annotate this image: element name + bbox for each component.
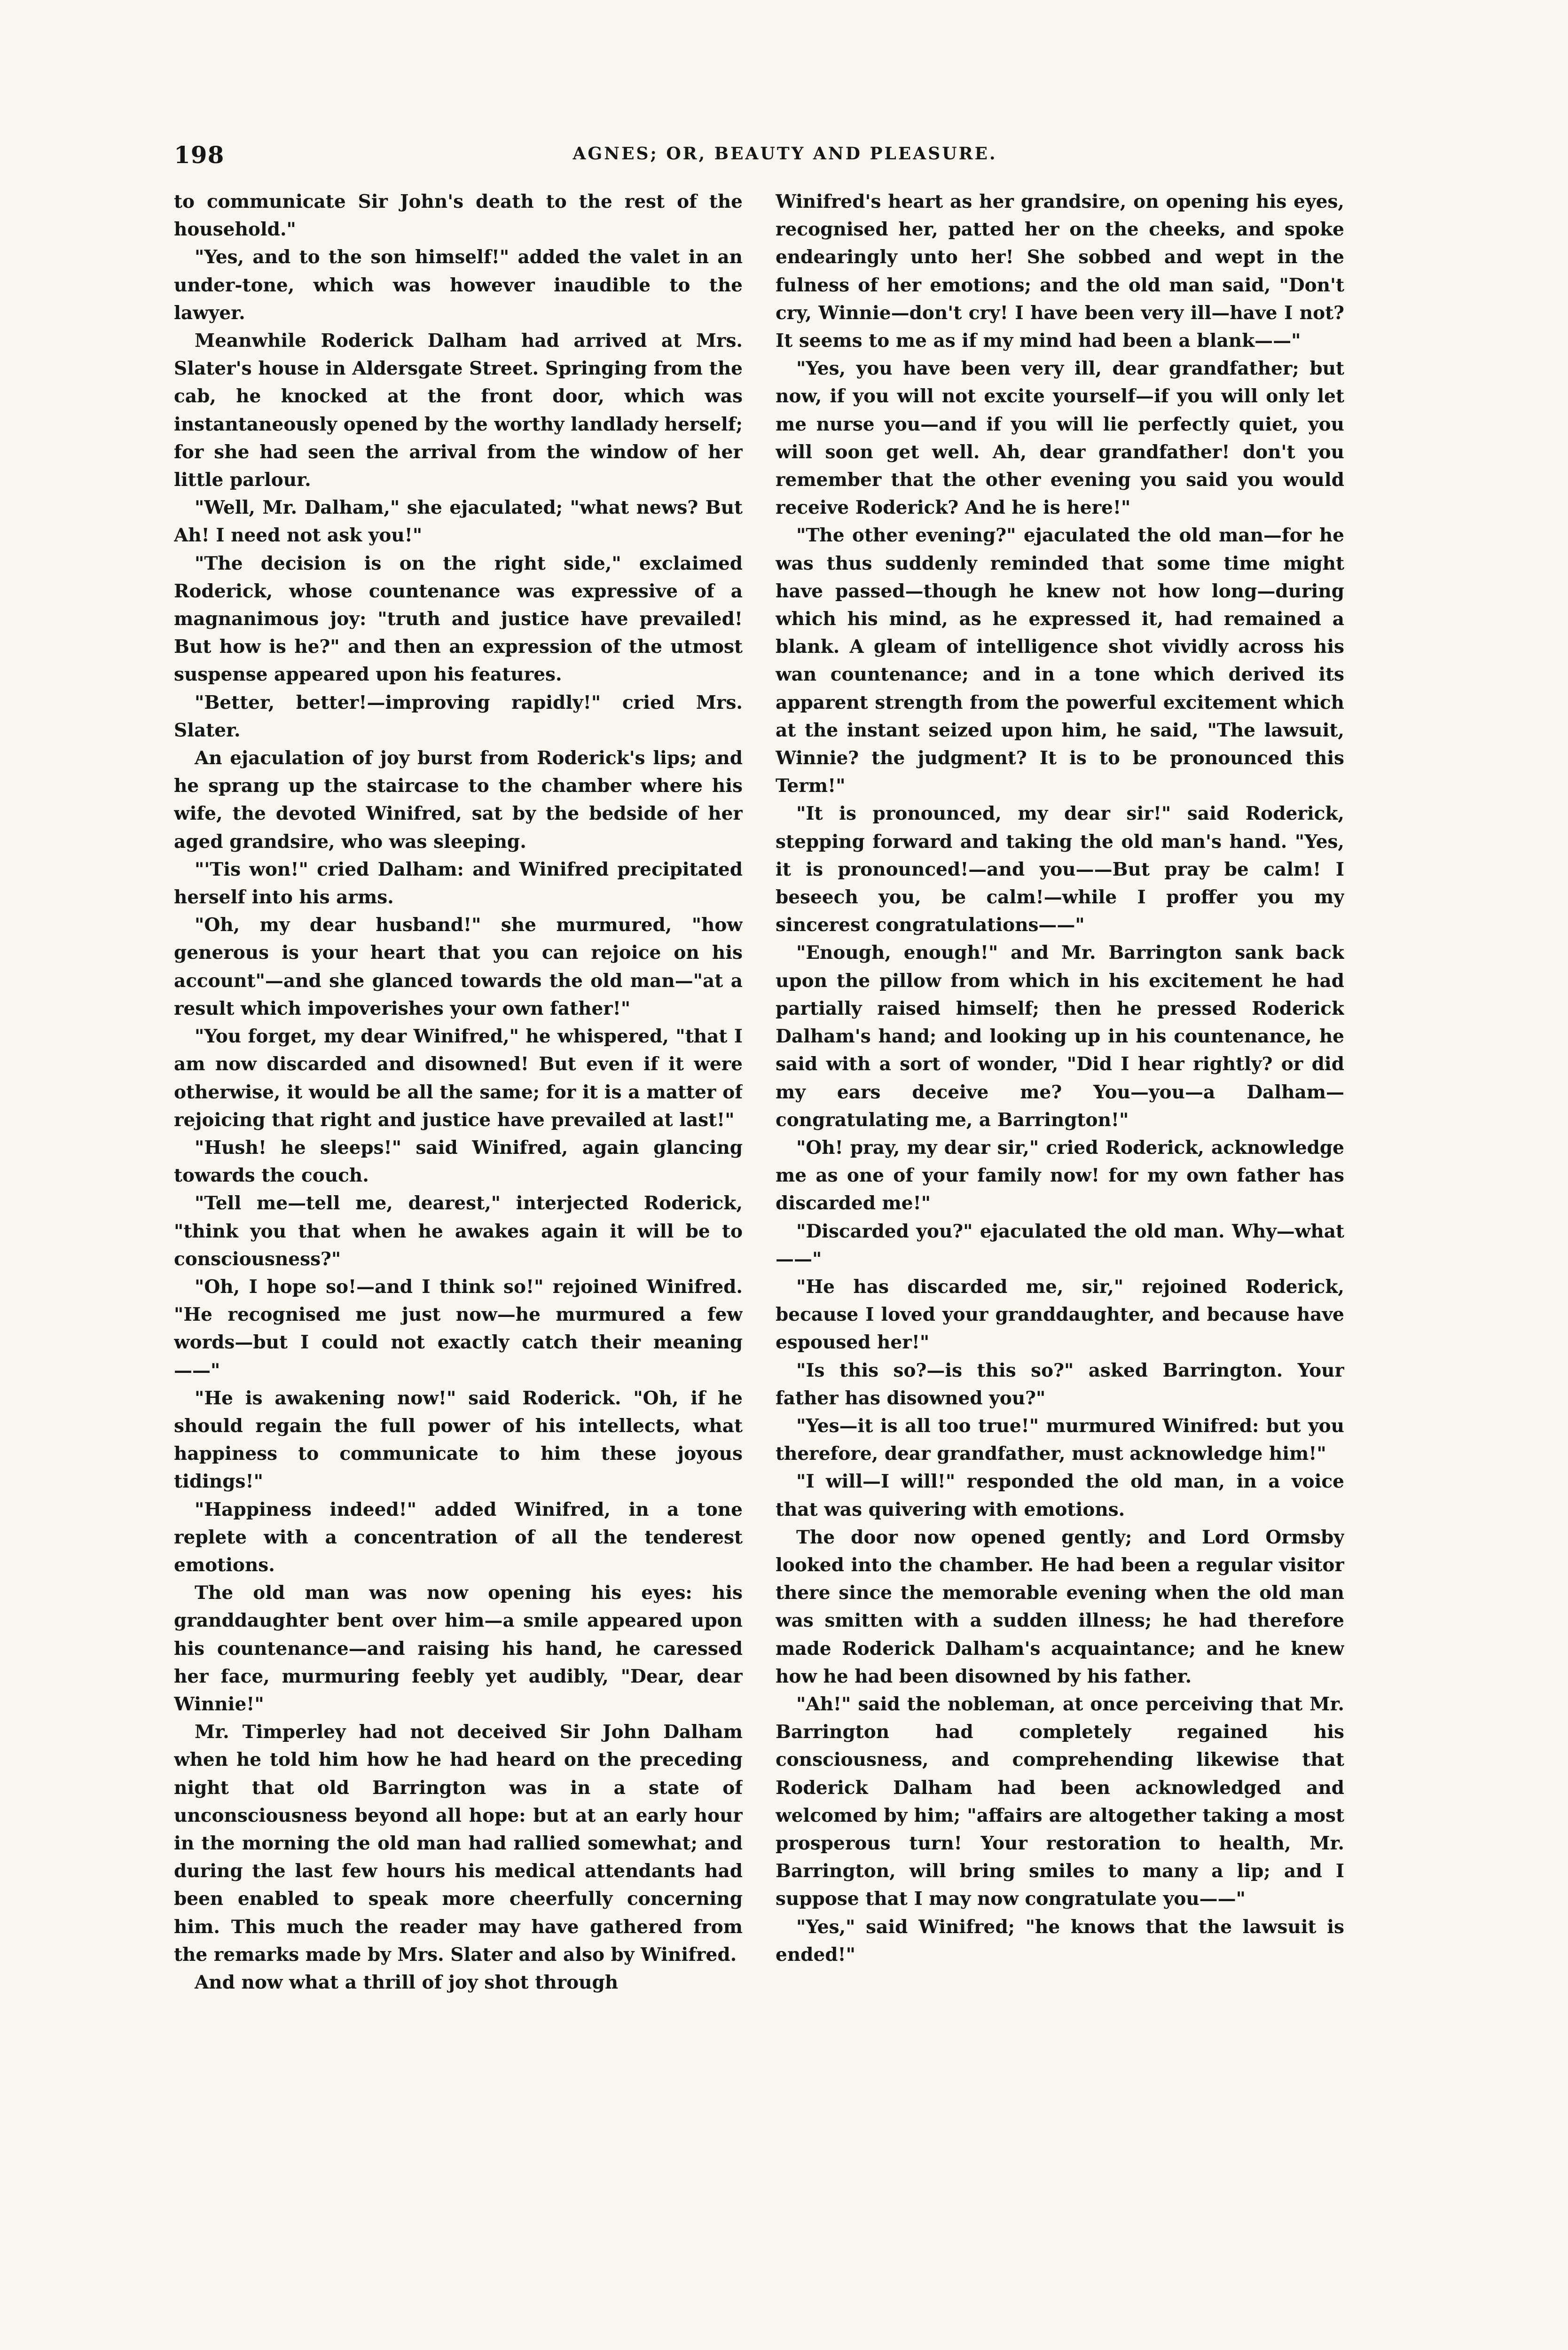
paragraph: "Happiness indeed!" added Winifred, in a tone replete with a concentration of all the tenderest emotions. [174,1498,743,1576]
paragraph: "Oh! pray, my dear sir," cried Roderick, acknowledge me as one of your family now! for my own father has discarded me!" [776,1136,1344,1214]
paragraph: The door now opened gently; and Lord Ormsby looked into the chamber. He had been a regular visitor there since the memorable evening when the old man was smitten with a sudden illness; he had therefore made Roderick Dalham's acquaintance; and he knew how he had been disowned by his father. [776,1526,1344,1687]
paragraph: The old man was now opening his eyes: his granddaughter bent over him—a smile appeared upon his countenance—and raising his hand, he caressed her face, murmuring feebly yet audibly, "Dear, dear Winnie!" [174,1582,743,1715]
paragraph: "Ah!" said the nobleman, at once perceiving that Mr. Barrington had completely regained his consciousness, and comprehending likewise that Roderick Dalham had been acknowledged and welcomed by him; "affairs are altogether taking a most prosperous turn! Your restoration to health, Mr. Barrington, will bring smiles to many a lip; and I suppose that I may now congratulate you——" [776,1693,1344,1910]
paragraph: "You forget, my dear Winifred," he whispered, "that I am now discarded and disowned! But even if it were otherwise, it would be all the same; for it is a matter of rejoicing that right and justice have prevailed at last!" [174,1026,743,1131]
paragraph: "Discarded you?" ejaculated the old man. Why—what——" [776,1220,1344,1270]
paragraph: "Better, better!—improving rapidly!" cried Mrs. Slater. [174,691,743,741]
paragraph: "Oh, my dear husband!" she murmured, "how generous is your heart that you can rejoice on his account"—and she glanced towards the old man—"at a result which impoverishes your own father!" [174,914,743,1019]
paragraph: "Yes," said Winifred; "he knows that the lawsuit is ended!" [776,1916,1344,1966]
paragraph: "Yes—it is all too true!" murmured Winifred: but you therefore, dear grandfather, must acknowledge him!" [776,1415,1344,1465]
paragraph: "I will—I will!" responded the old man, in a voice that was quivering with emotions. [776,1471,1344,1520]
page-number: 198 [174,141,225,169]
paragraph: to communicate Sir John's death to the rest of the household." [174,191,743,241]
paragraph: "Enough, enough!" and Mr. Barrington sank back upon the pillow from which in his excitement he had partially raised himself; then he pressed Roderick Dalham's hand; and looking up in his countenance, he said with a sort of wonder, "Did I hear rightly? or did my ears deceive me? You—you—a Dalham—congratulating me, a Barrington!" [776,942,1344,1131]
paragraph: "Hush! he sleeps!" said Winifred, again glancing towards the couch. [174,1136,743,1187]
paragraph: "'Tis won!" cried Dalham: and Winifred precipitated herself into his arms. [174,858,743,909]
paragraph: "The decision is on the right side," exclaimed Roderick, whose countenance was expressive of a magnanimous joy: "truth and justice have prevailed! But how is he?" and then an expression of the utmost suspense appeared upon his features. [174,552,743,686]
paragraph: "Oh, I hope so!—and I think so!" rejoined Winifred. "He recognised me just now—he murmured a few words—but I could not exactly catch their meaning——" [174,1276,743,1381]
right-column [776,188,1344,2350]
page-header [174,141,1396,174]
paragraph: "He is awakening now!" said Roderick. "Oh, if he should regain the full power of his intellects, what happiness to communicate to him these joyous tidings!" [174,1387,743,1493]
paragraph: "Yes, and to the son himself!" added the valet in an under-tone, which was however inaudible to the lawyer. [174,246,743,324]
paragraph: "Yes, you have been very ill, dear grandfather; but now, if you will not excite yourself—if you will only let me nurse you—and if you will lie perfectly quiet, you will soon get well. Ah, dear grandfather! don't you remember that the other evening you said you would receive Roderick? And he is here!" [776,358,1344,519]
paragraph: "Well, Mr. Dalham," she ejaculated; "what news? But Ah! I need not ask you!" [174,497,743,547]
paragraph: "Is this so?—is this so?" asked Barrington. Your father has disowned you?" [776,1359,1344,1409]
paragraph: Winifred's heart as her grandsire, on opening his eyes, recognised her, patted her on the cheeks, and spoke endearingly unto her! She sobbed and wept in the fulness of her emotions; and the old man said, "Don't cry, Winnie—don't cry! I have been very ill—have I not? It seems to me as if my mind had been a blank——" [776,191,1344,352]
paragraph: "Tell me—tell me, dearest," interjected Roderick, "think you that when he awakes again it will be to consciousness?" [174,1192,743,1270]
paragraph: Meanwhile Roderick Dalham had arrived at Mrs. Slater's house in Aldersgate Street. Springing from the cab, he knocked at the front door, which was instantaneously opened by the worthy landlady herself; for she had seen the arrival from the window of her little parlour. [174,330,743,491]
left-column [174,188,743,2350]
paragraph: "It is pronounced, my dear sir!" said Roderick, stepping forward and taking the old man's hand. "Yes, it is pronounced!—and you——But pray be calm! I beseech you, be calm!—while I proffer you my sincerest congratulations——" [776,803,1344,936]
paragraph: Mr. Timperley had not deceived Sir John Dalham when he told him how he had heard on the preceding night that old Barrington was in a state of unconsciousness beyond all hope: but at an early hour in the morning the old man had rallied somewhat; and during the last few hours his medical attendants had been enabled to speak more cheerfully concerning him. This much the reader may have gathered from the remarks made by Mrs. Slater and also by Winifred. [174,1721,743,1966]
paragraph: "He has discarded me, sir," rejoined Roderick, because I loved your granddaughter, and because have espoused her!" [776,1276,1344,1354]
paragraph: "The other evening?" ejaculated the old man—for he was thus suddenly reminded that some time might have passed—though he knew not how long—during which his mind, as he expressed it, had remained a blank. A gleam of intelligence shot vividly across his wan countenance; and in a tone which derived its apparent strength from the powerful excitement which at the instant seized upon him, he said, "The lawsuit, Winnie? the judgment? It is to be pronounced this Term!" [776,525,1344,797]
paragraph: And now what a thrill of joy shot through [195,1972,619,1993]
paragraph: An ejaculation of joy burst from Roderick's lips; and he sprang up the staircase to the chamber where his wife, the devoted Winifred, sat by the bedside of her aged grandsire, who was sleeping. [174,747,743,853]
running-title: AGNES; OR, BEAUTY AND PLEASURE. [572,144,997,164]
